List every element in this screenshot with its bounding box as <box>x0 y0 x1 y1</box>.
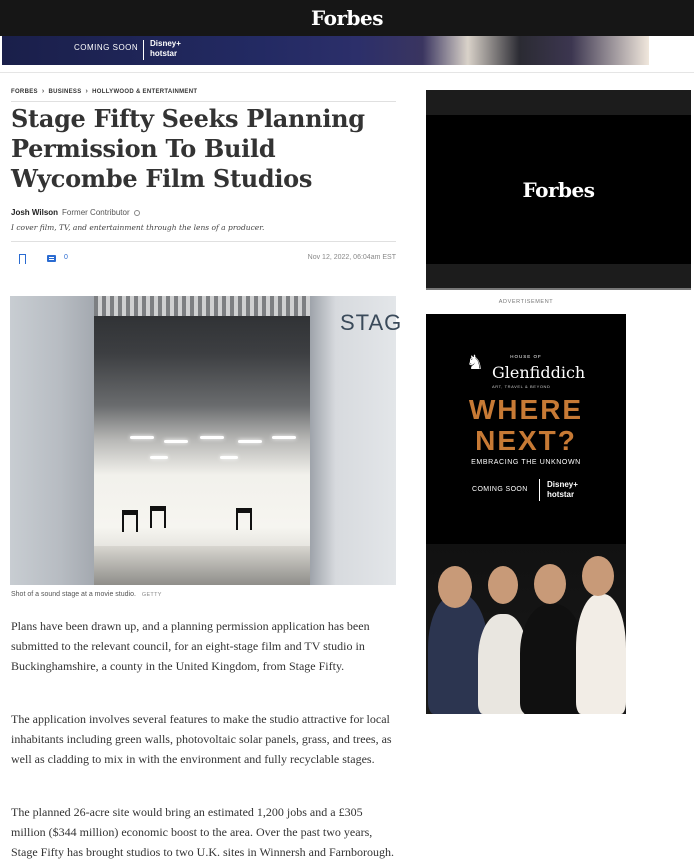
author-line <box>11 208 140 217</box>
article-title: Stage Fifty Seeks Planning Permission To Build Wycombe Film Studios <box>11 104 365 193</box>
article-paragraph: The application involves several features to make the studio attractive for local inhabitants including green walls, photovoltaic solar panels, grass, and trees, as well as cladding to mix in with the environment and fully recyclable stages. <box>11 712 392 766</box>
author-name[interactable]: Josh Wilson <box>11 208 59 217</box>
video-player[interactable] <box>426 90 691 290</box>
cast-member <box>520 604 584 714</box>
cast-member <box>576 594 626 714</box>
stage-floor <box>94 546 310 585</box>
ad-brand-name: Glenfiddich <box>492 363 586 382</box>
header-divider <box>0 72 694 73</box>
caption-text: Shot of a sound stage at a movie studio. <box>11 591 136 598</box>
article-paragraph: The planned 26-acre site would bring an estimated 1,200 jobs and a £305 million ($344 million) economic boost to the area. Over the past two years, Stage Fifty has brought studios to two U.K. sites in Winnersh and Farnborough. <box>11 805 394 859</box>
breadcrumb-business[interactable]: BUSINESS <box>48 88 82 95</box>
ad-house-of: HOUSE OF <box>510 354 542 359</box>
cast-face <box>534 564 566 604</box>
stage-light <box>150 456 168 459</box>
author-divider <box>11 241 396 242</box>
caption-credit: GETTY <box>141 592 162 598</box>
breadcrumb-hollywood[interactable]: HOLLYWOOD & ENTERTAINMENT <box>92 88 198 95</box>
ad-headline-line2: NEXT? <box>475 425 577 456</box>
info-icon[interactable] <box>134 210 140 216</box>
ad-platform-line2: hotstar <box>547 490 575 499</box>
stage-light <box>238 440 262 443</box>
stage-interior <box>94 296 310 585</box>
cast-face <box>488 566 518 604</box>
author-bio: I cover film, TV, and entertainment through the lens of a producer. <box>11 223 265 232</box>
breadcrumb <box>11 88 197 95</box>
ad-subline: EMBRACING THE UNKNOWN <box>471 459 581 466</box>
director-chair <box>150 506 166 528</box>
author-role: Former Contributor <box>62 208 130 217</box>
top-banner-ad[interactable] <box>2 36 649 65</box>
chevron-right-icon: › <box>85 88 89 95</box>
ad-hotstar-logo <box>150 39 181 59</box>
image-caption <box>11 591 162 598</box>
video-top-strip <box>426 90 691 115</box>
cast-face <box>582 556 614 596</box>
hero-image <box>10 296 403 585</box>
article-timestamp: Nov 12, 2022, 06:04am EST <box>307 254 396 261</box>
hangar-door-left <box>10 296 94 585</box>
stage-light <box>130 436 154 439</box>
stage-light <box>164 440 188 443</box>
stage-light <box>200 436 224 439</box>
ad-coming-soon: COMING SOON <box>74 43 139 52</box>
comment-count[interactable]: 0 <box>64 254 68 261</box>
stage-light <box>272 436 296 439</box>
side-ad[interactable] <box>426 314 626 714</box>
hangar-door-right <box>310 296 396 585</box>
stage-light <box>220 456 238 459</box>
ad-tagline: ART, TRAVEL & BEYOND <box>492 384 551 389</box>
advertisement-label: ADVERTISEMENT <box>498 299 554 305</box>
ad-brand-line2: hotstar <box>150 49 178 58</box>
article-actions <box>11 252 396 266</box>
ad-headline-line1: WHERE <box>468 394 584 425</box>
ad-coming-soon: COMING SOON <box>472 486 528 493</box>
bookmark-icon[interactable] <box>19 254 26 264</box>
chevron-right-icon: › <box>41 88 45 95</box>
ad-separator <box>143 40 144 60</box>
site-header <box>0 0 694 36</box>
breadcrumb-divider <box>11 101 396 102</box>
forbes-logo[interactable]: Forbes <box>311 6 383 30</box>
comment-icon[interactable] <box>47 255 56 262</box>
video-bottom-strip <box>426 264 691 290</box>
director-chair <box>236 508 252 530</box>
stage-sign: STAG <box>340 310 403 335</box>
ad-hotstar-logo <box>547 480 578 500</box>
breadcrumb-forbes[interactable]: FORBES <box>11 88 38 95</box>
director-chair <box>122 510 138 532</box>
ad-cast-photo <box>426 544 626 714</box>
ad-brand-line1: Disney+ <box>150 39 181 48</box>
ad-platform-line1: Disney+ <box>547 480 578 489</box>
article-paragraph: Plans have been drawn up, and a planning permission application has been submitted to the relevant council, for an eight-stage film and TV studio in Buckinghamshire, a county in the United Kingdom, from Stage Fifty. <box>11 619 370 673</box>
stage-ceiling <box>94 296 310 316</box>
cast-face <box>438 566 472 608</box>
ad-separator <box>539 479 540 501</box>
stag-logo-icon: ♞ <box>466 350 484 374</box>
ad-headline <box>426 394 626 456</box>
video-forbes-logo: Forbes <box>522 178 595 202</box>
